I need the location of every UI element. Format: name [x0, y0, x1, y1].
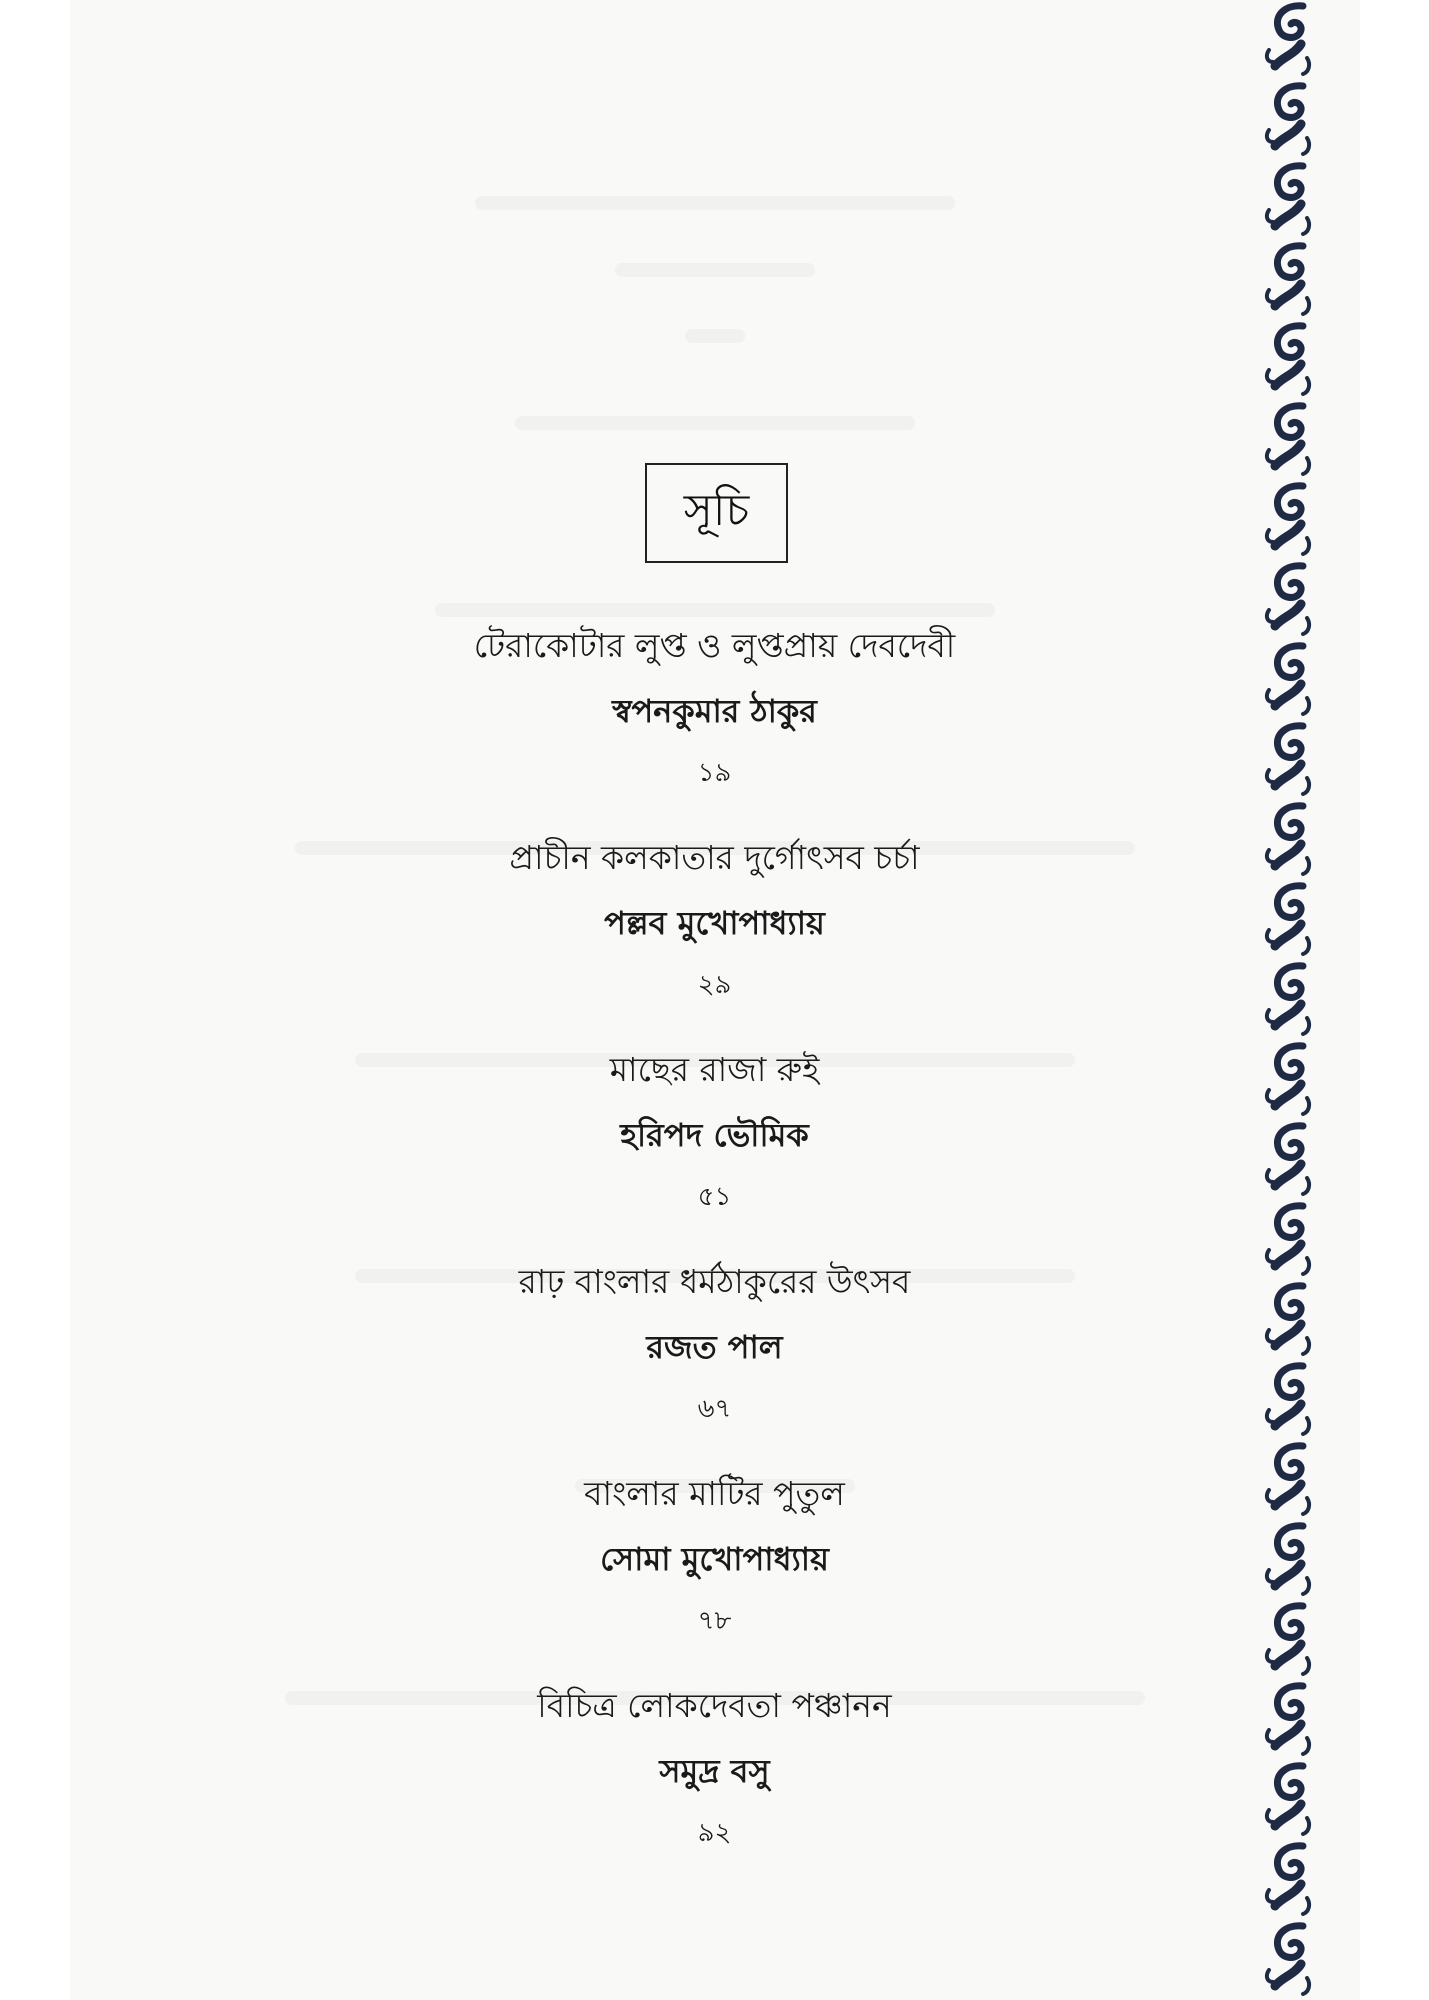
- toc-entry-title[interactable]: বাংলার মাটির পুতুল: [584, 1474, 845, 1513]
- toc-entry-author: সোমা মুখোপাধ্যায়: [600, 1540, 829, 1578]
- toc-entry-page: ৬৭: [697, 1394, 732, 1424]
- toc-entry-page: ৭৮: [697, 1606, 732, 1636]
- ornamental-border: [1255, 0, 1325, 2000]
- toc-entry-page: ৯২: [697, 1818, 732, 1848]
- toc-entry-page: ৫১: [697, 1182, 732, 1212]
- toc-entry-author: স্বপনকুমার ঠাকুর: [612, 692, 817, 730]
- toc-entry-title[interactable]: প্রাচীন কলকাতার দুর্গোৎসব চর্চা: [509, 838, 920, 877]
- toc-entry-author: হরিপদ ভৌমিক: [620, 1116, 809, 1154]
- toc-entry-title[interactable]: মাছের রাজা রুই: [609, 1050, 820, 1089]
- toc-entry-page: ২৯: [697, 970, 732, 1000]
- toc-entry-title[interactable]: রাঢ় বাংলার ধর্মঠাকুরের উৎসব: [518, 1262, 911, 1301]
- toc-entry-title[interactable]: টেরাকোটার লুপ্ত ও লুপ্তপ্রায় দেবদেবী: [473, 626, 956, 665]
- toc-heading: সূচি: [645, 463, 788, 563]
- toc-entry-author: পল্লব মুখোপাধ্যায়: [604, 904, 825, 942]
- toc-entry-title[interactable]: বিচিত্র লোকদেবতা পঞ্চানন: [537, 1686, 892, 1725]
- toc-entry-page: ১৯: [697, 758, 732, 788]
- toc-entry-author: সমুদ্র বসু: [659, 1752, 770, 1790]
- toc-entry-author: রজত পাল: [646, 1328, 783, 1366]
